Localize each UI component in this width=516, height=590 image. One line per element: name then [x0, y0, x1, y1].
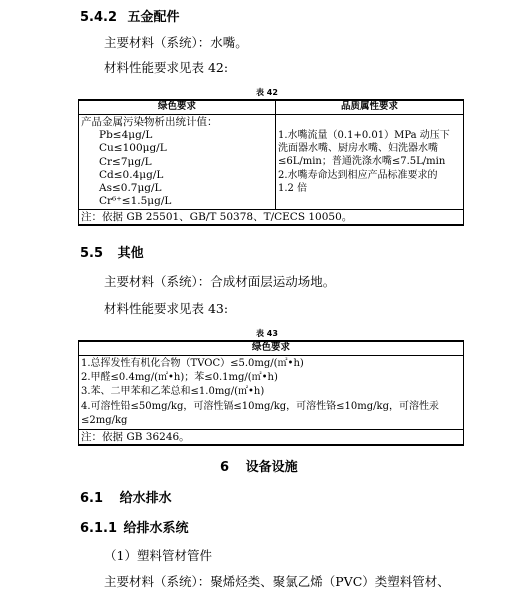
- list-item-plastic-pipes: （1）塑料管材管件: [104, 548, 212, 563]
- section-number: 6.1: [80, 491, 104, 506]
- chapter-heading-6: [220, 456, 298, 475]
- section-heading-6-1: [80, 487, 172, 506]
- table-43: [78, 340, 464, 446]
- requirement-aromatics: 3.苯、二甲苯和乙苯总和≤1.0mg/(㎡•h): [81, 386, 265, 398]
- requirement-heavy-metals: 4.可溶性铅≤50mg/kg，可溶性镉≤10mg/kg，可溶性铬≤10mg/kg，可溶性汞: [81, 400, 439, 412]
- paragraph-material: 主要材料（系统）：水嘴。: [104, 35, 248, 50]
- metal-cr6: Cr⁶⁺≤1.5μg/L: [99, 195, 172, 208]
- chapter-title: 设备设施: [245, 460, 298, 475]
- section-title: 给水排水: [119, 491, 172, 506]
- section-title: 其他: [117, 246, 144, 261]
- chapter-number: 6: [220, 460, 230, 475]
- requirement-formaldehyde-benzene: 2.甲醛≤0.4mg/(㎡•h)；苯≤0.1mg/(㎡•h): [81, 372, 278, 384]
- requirement-tvoc: 1.总挥发性有机化合物（TVOC）≤5.0mg/(㎡•h): [81, 358, 304, 369]
- quality-line: 2.水嘴寿命达到相应产品标准要求的: [278, 169, 438, 181]
- table-header-quality: 品质属性要求: [276, 100, 464, 115]
- metal-as: As≤0.7μg/L: [99, 182, 162, 195]
- table-cell-quality-req: [276, 115, 464, 210]
- metal-pb: Pb≤4μg/L: [99, 129, 153, 142]
- table-header-green: 绿色要求: [79, 341, 464, 356]
- paragraph-performance: 材料性能要求见表 42:: [104, 60, 229, 75]
- metal-cd: Cd≤0.4μg/L: [99, 168, 164, 181]
- quality-line: ≤6L/min；普通洗涤水嘴≤7.5L/min: [278, 156, 446, 168]
- section-number: 5.5: [80, 246, 104, 261]
- section-heading-6-1-1: [80, 517, 189, 536]
- section-heading-5-4-2: [80, 6, 180, 25]
- section-number: 5.4.2: [80, 10, 118, 25]
- requirement-mercury: ≤2mg/kg: [81, 414, 128, 426]
- table-42-note: 注：依据 GB 25501、GB/T 50378、T/CECS 10050。: [79, 210, 464, 226]
- section-number: 6.1.1: [80, 521, 118, 536]
- quality-line: 1.水嘴流量（0.1+0.01）MPa 动压下: [278, 130, 450, 141]
- metal-cu: Cu≤100μg/L: [99, 142, 167, 155]
- paragraph-performance: 材料性能要求见表 43:: [104, 301, 229, 316]
- section-title: 给排水系统: [123, 521, 189, 536]
- paragraph-material: 主要材料（系统）：聚烯烃类、聚氯乙烯（PVC）类塑料管材、: [104, 574, 450, 589]
- table-43-note: 注：依据 GB 36246。: [79, 430, 464, 446]
- table-43-caption: 表 43: [256, 329, 278, 338]
- table-header-green: 绿色要求: [79, 100, 276, 115]
- quality-line: 洗面器水嘴、厨房水嘴、妇洗器水嘴: [278, 143, 438, 155]
- table-42: [78, 99, 464, 226]
- table-cell-green-req: [79, 356, 464, 430]
- section-heading-5-5: [80, 242, 144, 261]
- table-cell-green-req: [79, 115, 276, 210]
- quality-line: 1.2 倍: [278, 182, 308, 194]
- section-title: 五金配件: [127, 10, 180, 25]
- table-42-caption: 表 42: [256, 88, 278, 97]
- metal-cr: Cr≤7μg/L: [99, 155, 152, 168]
- metal-intro: 产品金属污染物析出统计值：: [81, 116, 218, 128]
- paragraph-material: 主要材料（系统）：合成材面层运动场地。: [104, 274, 336, 289]
